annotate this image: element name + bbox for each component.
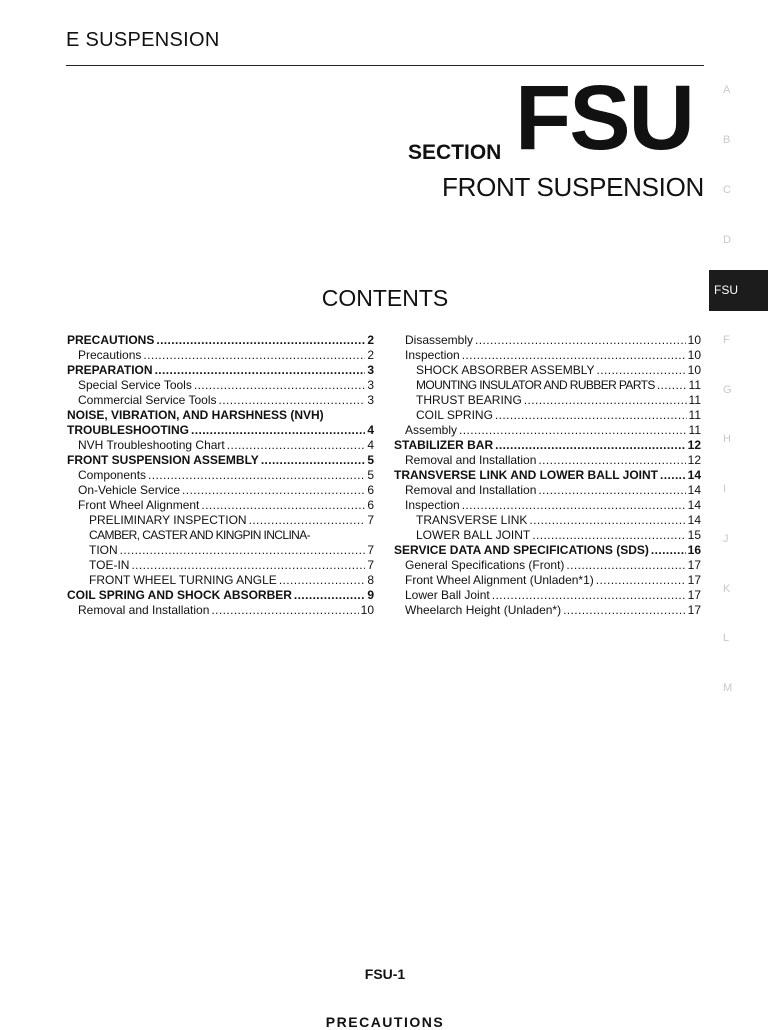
toc-entry[interactable]	[67, 333, 374, 348]
toc-dot-leader	[194, 378, 365, 393]
toc-dot-leader	[249, 513, 366, 528]
toc-entry-title: Special Service Tools	[78, 378, 192, 392]
toc-page-number: 11	[688, 408, 701, 422]
toc-entry[interactable]	[67, 348, 374, 363]
toc-entry-title: Front Wheel Alignment	[78, 498, 200, 512]
toc-page-number: 5	[367, 468, 374, 482]
toc-page-number: 17	[687, 558, 701, 572]
toc-entry[interactable]	[394, 393, 701, 408]
toc-entry[interactable]	[394, 363, 701, 378]
toc-page-number: 14	[687, 498, 701, 512]
toc-entry-title: Wheelarch Height (Unladen*)	[405, 603, 562, 617]
toc-entry[interactable]	[394, 543, 701, 558]
toc-entry-title: SERVICE DATA AND SPECIFICATIONS (SDS)	[394, 543, 649, 557]
toc-entry[interactable]	[67, 378, 374, 393]
toc-entry-title: STABILIZER BAR	[394, 438, 494, 452]
toc-entry-title: COIL SPRING	[416, 408, 493, 422]
toc-entry-title: Components	[78, 468, 147, 482]
toc-dot-leader	[597, 363, 686, 378]
toc-dot-leader	[495, 408, 687, 423]
toc-page-number: 10	[687, 363, 701, 377]
toc-dot-leader	[227, 438, 366, 453]
toc-page-number: 4	[367, 438, 374, 452]
toc-entry[interactable]	[67, 588, 374, 603]
section-index-letter[interactable]: B	[723, 134, 731, 146]
toc-page-number: 11	[688, 393, 701, 407]
toc-page-number: 3	[367, 363, 374, 377]
toc-page-number: 14	[687, 513, 701, 527]
toc-dot-leader	[657, 378, 687, 393]
toc-page-number: 11	[688, 378, 701, 392]
toc-entry[interactable]	[67, 393, 374, 408]
toc-entry[interactable]	[394, 573, 701, 588]
toc-entry[interactable]	[394, 558, 701, 573]
next-page-heading: PRECAUTIONS	[325, 1014, 445, 1030]
toc-entry[interactable]	[394, 468, 701, 483]
active-section-tab-label: FSU	[714, 283, 738, 297]
toc-page-number: 8	[367, 573, 374, 587]
toc-entry-title: Commercial Service Tools	[78, 393, 217, 407]
toc-entry[interactable]	[394, 588, 701, 603]
toc-entry[interactable]	[67, 498, 374, 513]
toc-dot-leader	[529, 513, 685, 528]
toc-page-number: 7	[367, 543, 374, 557]
toc-entry[interactable]	[67, 423, 374, 438]
toc-dot-leader	[120, 543, 366, 558]
toc-entry-title: TROUBLESHOOTING	[67, 423, 189, 437]
toc-entry-title: MOUNTING INSULATOR AND RUBBER PARTS	[416, 378, 655, 392]
toc-entry[interactable]	[394, 438, 701, 453]
toc-entry[interactable]	[67, 453, 374, 468]
toc-entry[interactable]	[394, 408, 701, 423]
toc-page-number: 6	[367, 498, 374, 512]
toc-right-column	[394, 333, 701, 618]
toc-page-number: 10	[687, 333, 701, 347]
toc-dot-leader	[563, 603, 686, 618]
toc-entry-title: TOE-IN	[89, 558, 130, 572]
toc-entry[interactable]	[67, 438, 374, 453]
toc-page-number: 9	[367, 588, 374, 602]
toc-dot-leader	[219, 393, 366, 408]
header-divider	[66, 65, 704, 66]
section-index-letter[interactable]: L	[723, 632, 730, 644]
contents-heading: CONTENTS	[321, 285, 449, 311]
toc-entry[interactable]	[394, 348, 701, 363]
toc-page-number: 14	[687, 468, 701, 482]
toc-page-number: 11	[688, 423, 701, 437]
toc-entry-title: On-Vehicle Service	[78, 483, 181, 497]
toc-entry[interactable]	[67, 408, 374, 423]
toc-entry[interactable]	[67, 558, 374, 573]
toc-dot-leader	[143, 348, 365, 363]
toc-dot-leader	[524, 393, 687, 408]
toc-entry-title: FRONT WHEEL TURNING ANGLE	[89, 573, 277, 587]
section-index-letter[interactable]: D	[723, 234, 731, 246]
toc-dot-leader	[566, 558, 685, 573]
toc-dot-leader	[294, 588, 365, 603]
toc-entry-title: PRELIMINARY INSPECTION	[89, 513, 247, 527]
toc-dot-leader	[596, 573, 686, 588]
section-index-letter[interactable]: J	[723, 533, 729, 545]
toc-entry-title: Inspection	[405, 498, 460, 512]
toc-entry[interactable]	[394, 528, 701, 543]
toc-page-number: 17	[687, 603, 701, 617]
toc-entry-title: COIL SPRING AND SHOCK ABSORBER	[67, 588, 292, 602]
toc-dot-leader	[261, 453, 366, 468]
toc-entry[interactable]	[394, 378, 701, 393]
toc-entry-title: SHOCK ABSORBER ASSEMBLY	[416, 363, 595, 377]
toc-dot-leader	[156, 333, 365, 348]
toc-entry-title: NVH Troubleshooting Chart	[78, 438, 225, 452]
toc-page-number: 17	[687, 588, 701, 602]
toc-dot-leader	[131, 558, 365, 573]
toc-entry-title: TION	[89, 543, 118, 557]
toc-entry-title: Removal and Installation	[78, 603, 210, 617]
toc-dot-leader	[538, 453, 685, 468]
toc-entry[interactable]	[394, 423, 701, 438]
toc-entry[interactable]	[394, 483, 701, 498]
toc-dot-leader	[532, 528, 685, 543]
toc-page-number: 5	[367, 453, 374, 467]
toc-page-number: 16	[687, 543, 701, 557]
toc-dot-leader	[660, 468, 686, 483]
toc-entry-title: TRANSVERSE LINK AND LOWER BALL JOINT	[394, 468, 659, 482]
section-index-letter[interactable]: F	[723, 334, 730, 346]
toc-entry[interactable]	[67, 513, 374, 528]
toc-entry-title: PREPARATION	[67, 363, 153, 377]
toc-entry[interactable]	[394, 333, 701, 348]
section-index-letter[interactable]: M	[723, 682, 733, 694]
toc-dot-leader	[155, 363, 366, 378]
toc-entry-title: FRONT SUSPENSION ASSEMBLY	[67, 453, 259, 467]
section-title: FRONT SUSPENSION	[442, 172, 704, 202]
section-code: FSU	[515, 67, 693, 169]
toc-left-column	[67, 333, 374, 618]
toc-dot-leader	[279, 573, 366, 588]
toc-page-number: 14	[687, 483, 701, 497]
toc-page-number: 6	[367, 483, 374, 497]
toc-entry-title: Removal and Installation	[405, 453, 537, 467]
toc-entry-title: Removal and Installation	[405, 483, 537, 497]
toc-dot-leader	[201, 498, 365, 513]
toc-dot-leader	[459, 423, 687, 438]
page-number: FSU-1	[364, 966, 406, 982]
toc-entry[interactable]	[67, 528, 374, 543]
toc-dot-leader	[462, 348, 686, 363]
toc-entry-title: General Specifications (Front)	[405, 558, 565, 572]
section-index-letter[interactable]: G	[723, 384, 732, 396]
toc-page-number: 10	[360, 603, 374, 617]
toc-entry-title: PRECAUTIONS	[67, 333, 155, 347]
toc-page-number: 7	[367, 513, 374, 527]
toc-dot-leader	[538, 483, 685, 498]
toc-page-number: 10	[687, 348, 701, 362]
toc-entry-title: THRUST BEARING	[416, 393, 522, 407]
toc-entry[interactable]	[394, 453, 701, 468]
toc-dot-leader	[495, 438, 686, 453]
section-label: SECTION	[408, 141, 502, 164]
toc-dot-leader	[651, 543, 686, 558]
toc-page-number: 2	[367, 333, 374, 347]
toc-entry[interactable]	[67, 603, 374, 618]
toc-page-number: 3	[367, 378, 374, 392]
toc-dot-leader	[182, 483, 365, 498]
section-index-sidebar	[709, 0, 768, 1024]
toc-entry-title: Inspection	[405, 348, 460, 362]
toc-page-number: 3	[367, 393, 374, 407]
toc-entry-title: CAMBER, CASTER AND KINGPIN INCLINA-	[89, 528, 311, 542]
toc-entry-title: Front Wheel Alignment (Unladen*1)	[405, 573, 594, 587]
toc-page-number: 7	[367, 558, 374, 572]
toc-entry[interactable]	[67, 543, 374, 558]
active-section-tab[interactable]	[709, 270, 768, 311]
toc-dot-leader	[148, 468, 365, 483]
toc-entry[interactable]	[394, 513, 701, 528]
toc-entry-title: TRANSVERSE LINK	[416, 513, 528, 527]
toc-dot-leader	[492, 588, 686, 603]
toc-entry-title: Lower Ball Joint	[405, 588, 490, 602]
toc-entry-title: Disassembly	[405, 333, 474, 347]
toc-page-number: 15	[687, 528, 701, 542]
toc-dot-leader	[191, 423, 365, 438]
toc-entry[interactable]	[394, 603, 701, 618]
toc-entry-title: Precautions	[78, 348, 142, 362]
section-index-letter[interactable]: I	[723, 483, 727, 495]
toc-entry[interactable]	[67, 468, 374, 483]
section-index-letter[interactable]: K	[723, 583, 731, 595]
toc-page-number: 12	[687, 453, 701, 467]
toc-page-number: 12	[687, 438, 701, 452]
toc-dot-leader	[462, 498, 686, 513]
toc-dot-leader	[475, 333, 686, 348]
toc-entry[interactable]	[67, 483, 374, 498]
section-index-letter[interactable]: A	[723, 84, 731, 96]
toc-page-number: 2	[367, 348, 374, 362]
chapter-header: E SUSPENSION	[66, 29, 220, 51]
toc-entry[interactable]	[394, 498, 701, 513]
toc-entry-title: LOWER BALL JOINT	[416, 528, 531, 542]
section-index-letter[interactable]: H	[723, 433, 731, 445]
toc-dot-leader	[211, 603, 358, 618]
toc-entry-title: Assembly	[405, 423, 458, 437]
toc-entry-title: NOISE, VIBRATION, AND HARSHNESS (NVH)	[67, 408, 324, 422]
toc-page-number: 17	[687, 573, 701, 587]
section-index-letter[interactable]: C	[723, 184, 731, 196]
toc-page-number: 4	[367, 423, 374, 437]
toc-entry[interactable]	[67, 363, 374, 378]
toc-entry[interactable]	[67, 573, 374, 588]
